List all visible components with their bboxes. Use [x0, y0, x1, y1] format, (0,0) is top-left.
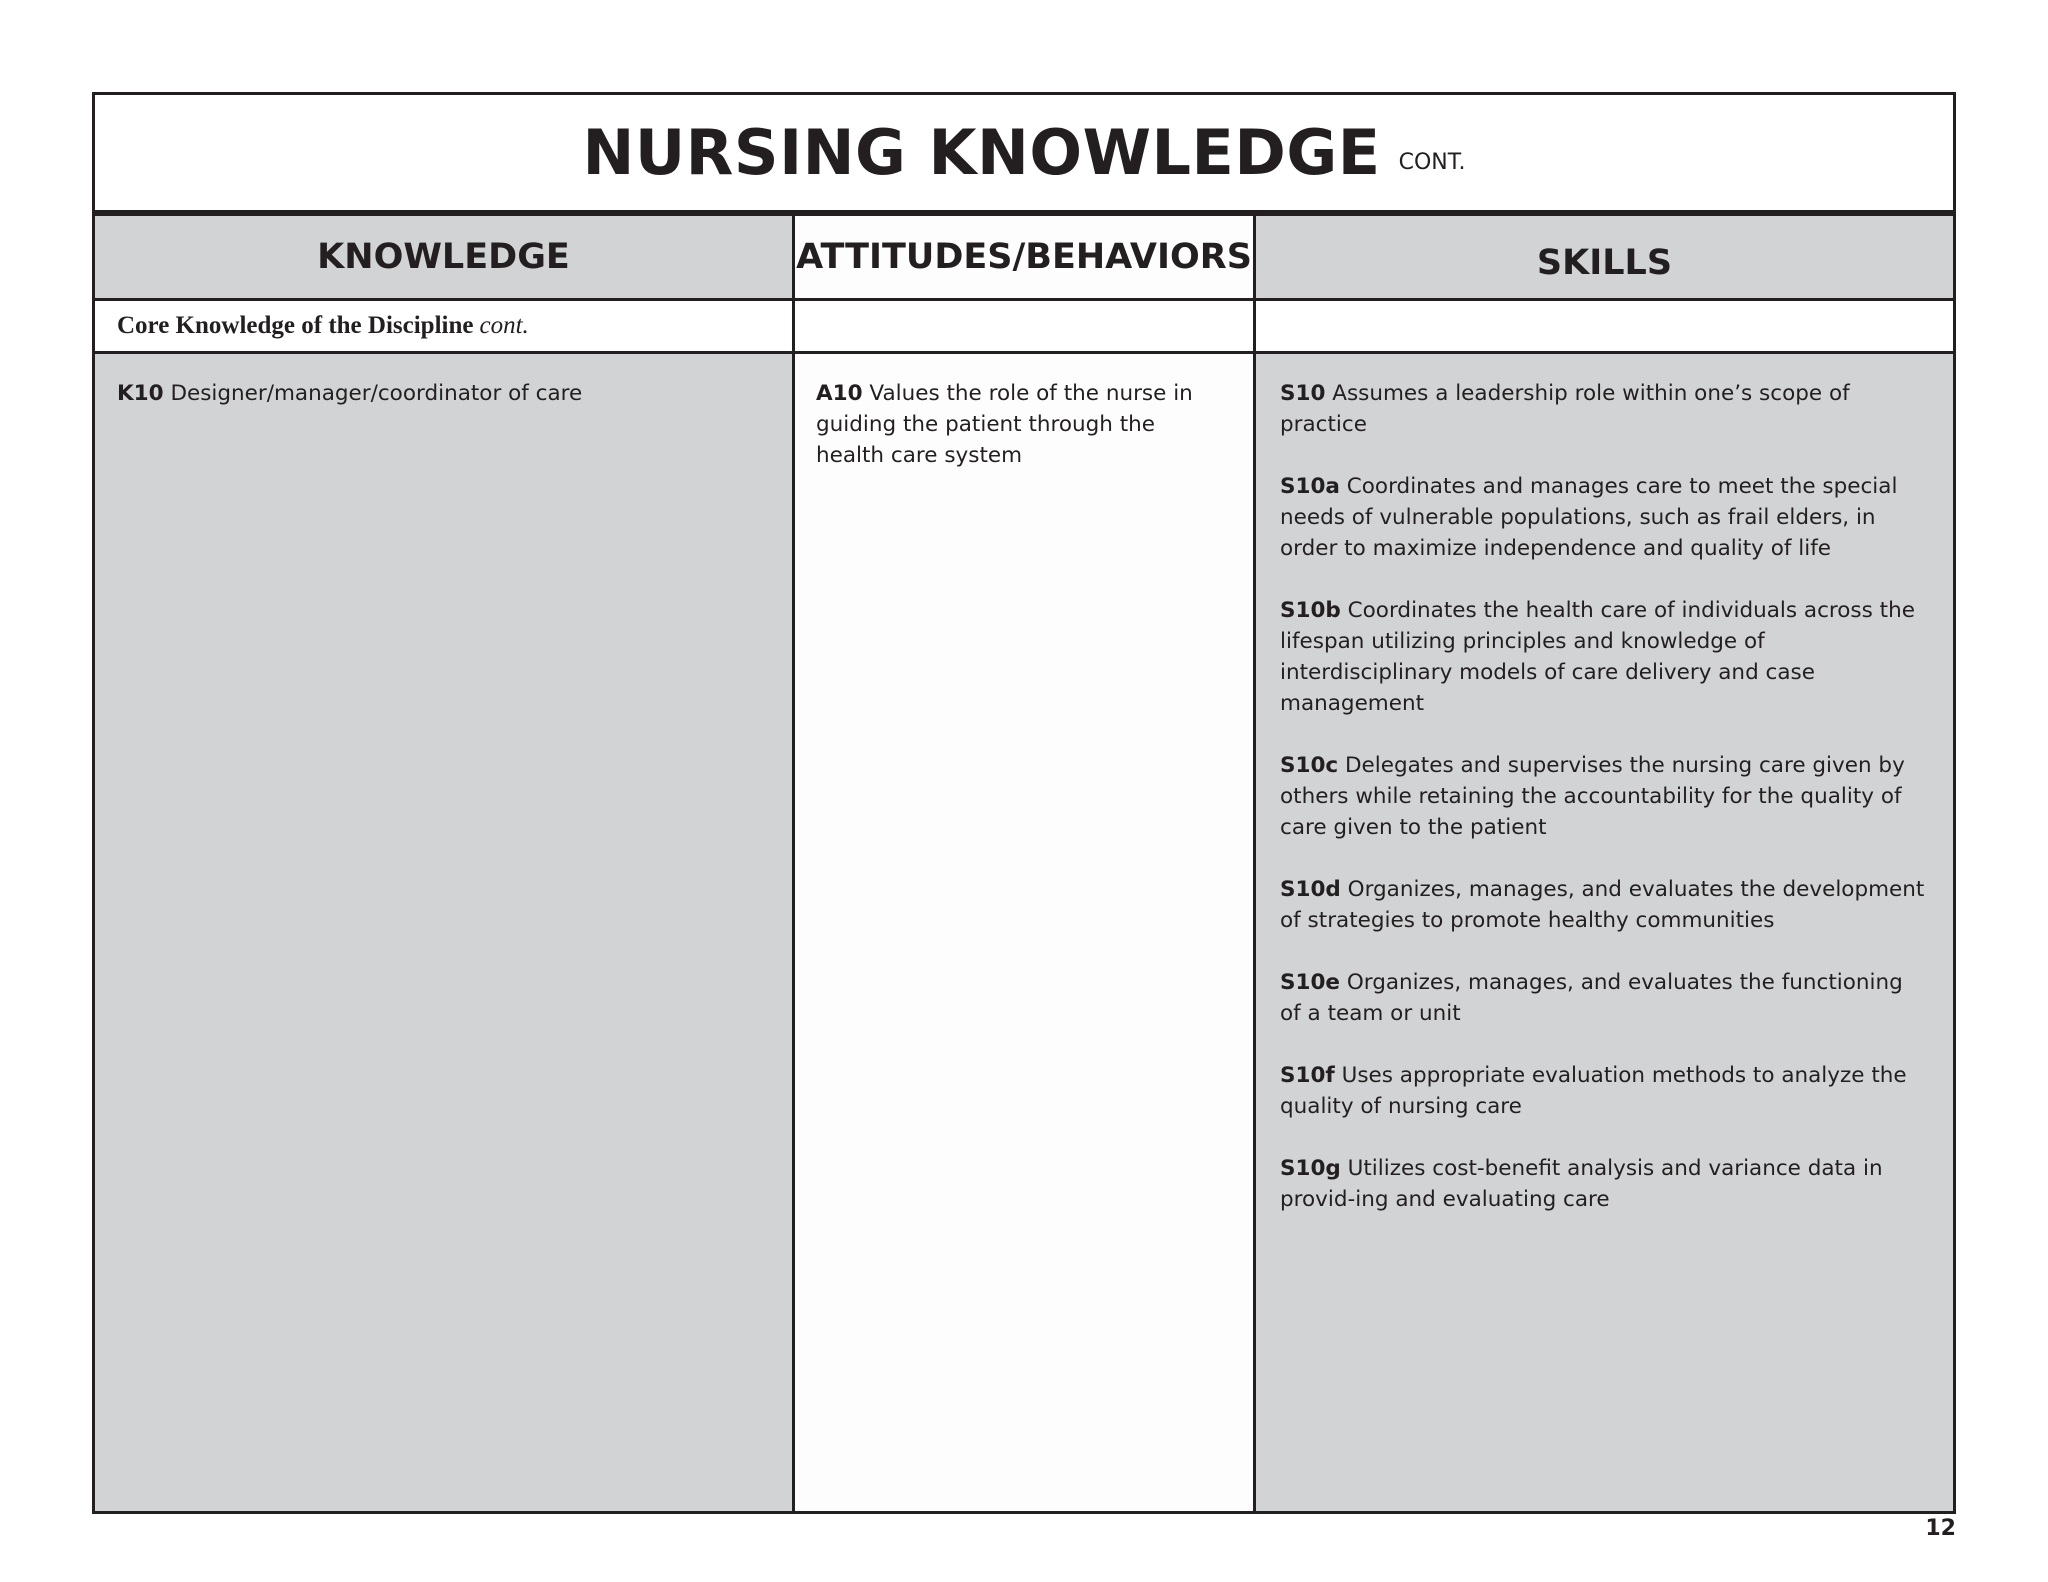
attitude-item: [816, 378, 1229, 471]
item-code: K10: [117, 381, 164, 406]
page-number: 12: [1925, 1516, 1956, 1541]
item-text: Organizes, manages, and evaluates the functioning of a team or unit: [1280, 970, 1903, 1026]
skills-header: SKILLS: [1256, 216, 1953, 301]
item-code: A10: [816, 381, 863, 406]
skill-item: [1280, 378, 1929, 440]
item-text: Organizes, manages, and evaluates the development of strategies to promote healthy communities: [1280, 877, 1925, 933]
knowledge-header: KNOWLEDGE: [95, 216, 792, 301]
item-code: S10c: [1280, 753, 1339, 778]
knowledge-item: [117, 378, 770, 409]
skill-item: [1280, 750, 1929, 843]
attitudes-column: [795, 216, 1256, 1511]
section-label-row: [95, 301, 792, 354]
skills-cell: [1256, 354, 1953, 1215]
attitudes-header: ATTITUDES/BEHAVIORS: [795, 216, 1253, 301]
skill-item: [1280, 1153, 1929, 1215]
empty-sub-row: [1256, 301, 1953, 354]
item-text: Designer/manager/coordinator of care: [170, 381, 583, 406]
page-title: NURSING KNOWLEDGE: [582, 116, 1381, 189]
item-text: Values the role of the nurse in guiding the patient through the health care system: [816, 381, 1193, 468]
item-code: S10b: [1280, 598, 1341, 623]
knowledge-cell: [95, 354, 792, 409]
page-title-suffix: CONT.: [1398, 150, 1466, 175]
skills-column: [1256, 216, 1953, 1511]
item-code: S10g: [1280, 1156, 1341, 1181]
skill-item: [1280, 595, 1929, 719]
empty-sub-row: [795, 301, 1253, 354]
section-cont: cont.: [479, 312, 529, 339]
item-text: Assumes a leadership role within one’s scope of practice: [1280, 381, 1850, 437]
skill-item: [1280, 967, 1929, 1029]
knowledge-column: [95, 216, 795, 1511]
item-text: Uses appropriate evaluation methods to analyze the quality of nursing care: [1280, 1063, 1907, 1119]
item-text: Utilizes cost-benefit analysis and variance data in provid-ing and evaluating care: [1280, 1156, 1883, 1212]
item-text: Delegates and supervises the nursing care given by others while retaining the accountability for the quality of care given to the patient: [1280, 753, 1905, 840]
item-code: S10: [1280, 381, 1326, 406]
item-code: S10d: [1280, 877, 1341, 902]
skill-item: [1280, 874, 1929, 936]
attitudes-cell: [795, 354, 1253, 471]
skill-item: [1280, 1060, 1929, 1122]
item-code: S10f: [1280, 1063, 1335, 1088]
section-label: Core Knowledge of the Discipline: [117, 312, 474, 339]
title-row: [95, 95, 1953, 216]
competency-table: [92, 92, 1956, 1514]
item-text: Coordinates the health care of individuals across the lifespan utilizing principles and knowledge of interdisciplinary models of care delivery and case management: [1280, 598, 1915, 716]
item-code: S10a: [1280, 474, 1340, 499]
skill-item: [1280, 471, 1929, 564]
item-text: Coordinates and manages care to meet the special needs of vulnerable populations, such as frail elders, in order to maximize independence and quality of life: [1280, 474, 1898, 561]
item-code: S10e: [1280, 970, 1340, 995]
